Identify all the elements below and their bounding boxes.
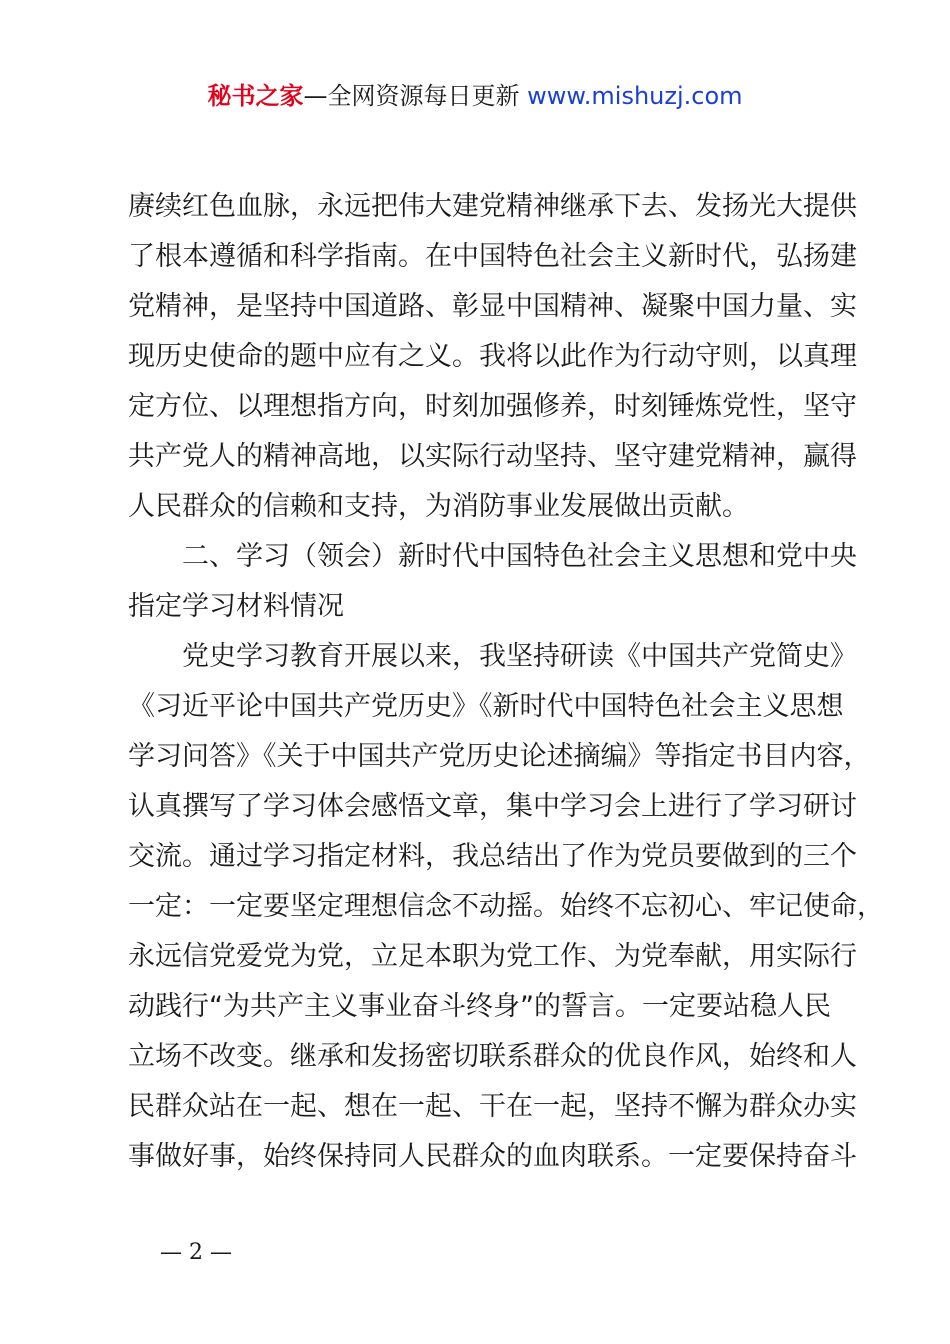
text-line: 现历史使命的题中应有之义。我将以此作为行动守则，以真理 xyxy=(128,341,857,372)
site-header xyxy=(0,80,950,112)
text-line: 交流。通过学习指定材料，我总结出了作为党员要做到的三个 xyxy=(128,841,857,872)
text-line: 人民群众的信赖和支持，为消防事业发展做出贡献。 xyxy=(128,491,749,522)
text-line: 赓续红色血脉，永远把伟大建党精神继承下去、发扬光大提供 xyxy=(128,191,857,222)
text-line: 了根本遵循和科学指南。在中国特色社会主义新时代，弘扬建 xyxy=(128,241,857,272)
site-url[interactable]: www.mishuzj.com xyxy=(527,82,743,110)
page-number: — 2 — xyxy=(160,1240,232,1265)
text-line: 认真撰写了学习体会感悟文章，集中学习会上进行了学习研讨 xyxy=(128,791,857,822)
section-heading-line: 二、学习（领会）新时代中国特色社会主义思想和党中央 xyxy=(128,541,857,572)
text-line: 党史学习教育开展以来，我坚持研读《中国共产党简史》 xyxy=(128,641,857,672)
section-heading-line: 指定学习材料情况 xyxy=(128,591,344,622)
text-line: 一定：一定要坚定理想信念不动摇。始终不忘初心、牢记使命， xyxy=(128,891,884,922)
text-line: 学习问答》《关于中国共产党历史论述摘编》等指定书目内容， xyxy=(128,741,871,772)
site-brand: 秘书之家 xyxy=(207,82,304,110)
text-line: 共产党人的精神高地，以实际行动坚持、坚守建党精神，赢得 xyxy=(128,441,857,472)
text-line: 党精神，是坚持中国道路、彰显中国精神、凝聚中国力量、实 xyxy=(128,291,857,322)
text-line: 永远信党爱党为党，立足本职为党工作、为党奉献，用实际行 xyxy=(128,941,857,972)
text-line: 事做好事，始终保持同人民群众的血肉联系。一定要保持奋斗 xyxy=(128,1141,857,1172)
site-tagline: —全网资源每日更新 xyxy=(303,82,520,110)
text-line: 动践行“为共产主义事业奋斗终身”的誓言。一定要站稳人民 xyxy=(128,991,831,1022)
text-line: 定方位、以理想指方向，时刻加强修养，时刻锤炼党性，坚守 xyxy=(128,391,857,422)
text-line: 民群众站在一起、想在一起、干在一起，坚持不懈为群众办实 xyxy=(128,1091,857,1122)
document-body xyxy=(128,182,884,1182)
text-line: 立场不改变。继承和发扬密切联系群众的优良作风，始终和人 xyxy=(128,1041,857,1072)
text-line: 《习近平论中国共产党历史》《新时代中国特色社会主义思想 xyxy=(128,691,844,722)
